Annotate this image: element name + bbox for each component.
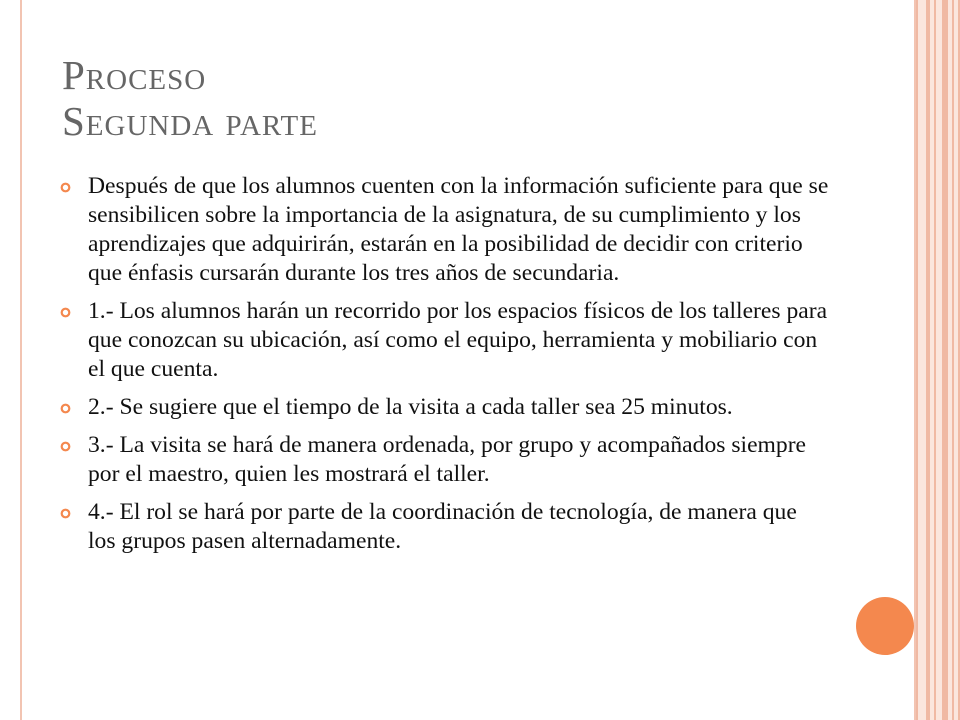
bullet-item — [60, 498, 830, 556]
decorative-circle — [856, 597, 914, 655]
bullet-text: 4.- El rol se hará por parte de la coordinación de tecnología, de manera que los grupos pasen alternadamente. — [88, 499, 797, 554]
title-line-1: Proceso — [62, 52, 207, 98]
decorative-stripes — [916, 0, 960, 720]
bullet-list — [60, 172, 830, 565]
slide-title — [62, 52, 318, 144]
title-line-2: Segunda parte — [62, 98, 318, 144]
ring-bullet-icon — [60, 441, 71, 452]
bullet-text: 2.- Se sugiere que el tiempo de la visita a cada taller sea 25 minutos. — [88, 394, 733, 420]
bullet-item — [60, 297, 830, 384]
bullet-text: 3.- La visita se hará de manera ordenada, por grupo y acompañados siempre por el maestro, quien les mostrará el taller. — [88, 432, 807, 487]
ring-bullet-icon — [60, 508, 71, 519]
ring-bullet-icon — [60, 403, 71, 414]
ring-bullet-icon — [60, 182, 71, 193]
bullet-item — [60, 393, 830, 422]
bullet-text: Después de que los alumnos cuenten con la información suficiente para que se sensibilicen sobre la importancia de la asignatura, de su cumplimiento y los aprendizajes que adquirirán, estarán en la posibilidad de decidir con criterio que énfasis cursarán durante los tres años de secundaria. — [88, 173, 829, 286]
bullet-item — [60, 172, 830, 288]
bullet-text: 1.- Los alumnos harán un recorrido por los espacios físicos de los talleres para que conozcan su ubicación, así como el equipo, herramienta y mobiliario con el que cuenta. — [88, 298, 828, 382]
ring-bullet-icon — [60, 307, 71, 318]
bullet-item — [60, 431, 830, 489]
